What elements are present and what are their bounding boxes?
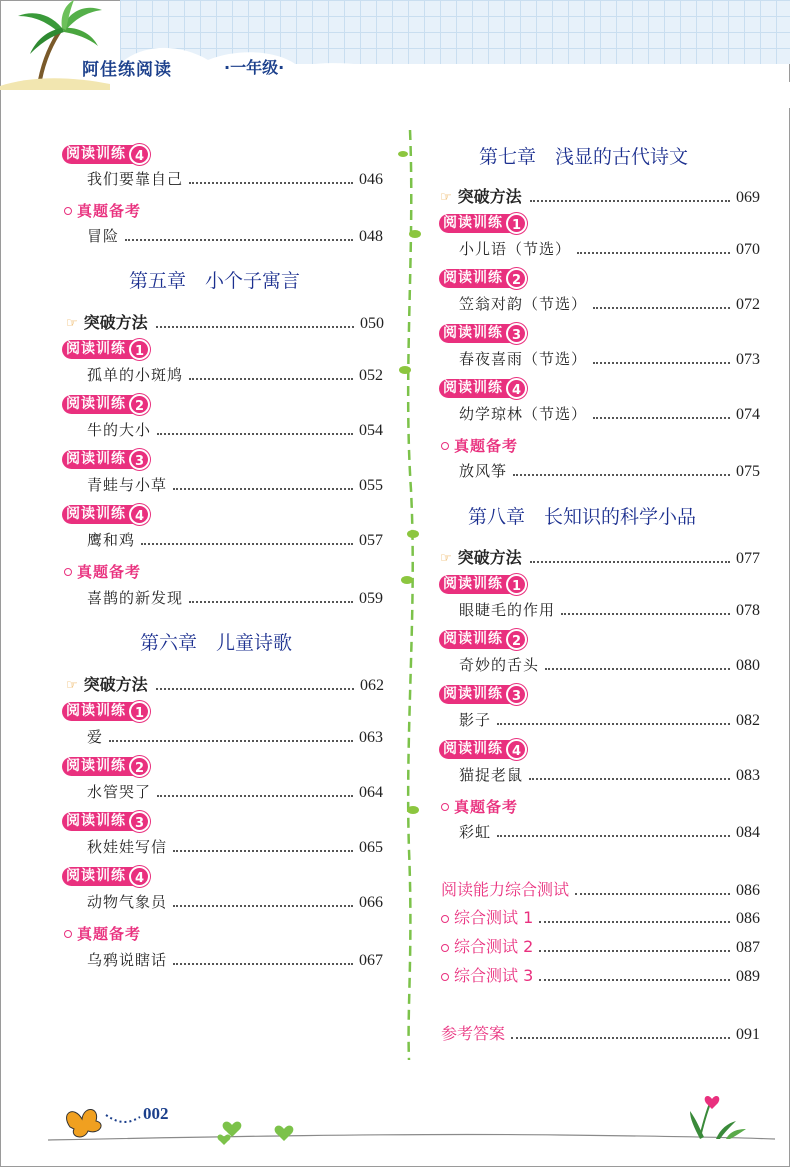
toc-entry[interactable]: 幼学琼林（节选） 074 [459, 405, 760, 423]
reading-training-badge: 阅读训练 4 [439, 379, 525, 398]
reading-training-badge: 阅读训练 3 [62, 812, 148, 831]
exam-prep-label: 真题备考 [64, 561, 141, 582]
hand-icon: ☞ [440, 190, 452, 205]
toc-entry[interactable]: 我们要靠自己 046 [87, 170, 383, 188]
test-entry[interactable]: 综合测试 3 089 [441, 963, 760, 986]
toc-entry[interactable]: 水管哭了 064 [87, 783, 383, 801]
hand-icon: ☞ [66, 316, 78, 331]
reading-training-badge: 阅读训练 4 [62, 145, 148, 164]
page-number: 002 [143, 1104, 169, 1123]
exam-prep-label: 真题备考 [441, 796, 518, 817]
toc-entry[interactable]: 爱 063 [87, 728, 383, 746]
toc-entry[interactable]: 彩虹 084 [459, 823, 760, 841]
toc-entry[interactable]: 鹰和鸡 057 [87, 531, 383, 549]
toc-entry[interactable]: 笠翁对韵（节选） 072 [459, 295, 760, 313]
test-entry[interactable]: 综合测试 2 087 [441, 934, 760, 957]
answers-entry[interactable]: 参考答案 091 [441, 1024, 760, 1043]
grade-label: ·一年级· [224, 58, 285, 77]
method-entry[interactable]: ☞ 突破方法 050 [66, 313, 384, 332]
hand-icon: ☞ [440, 551, 452, 566]
reading-training-badge: 阅读训练 2 [439, 630, 525, 649]
toc-entry[interactable]: 放风筝 075 [459, 462, 760, 480]
method-entry[interactable]: ☞ 突破方法 062 [66, 675, 384, 694]
hand-icon: ☞ [66, 678, 78, 693]
exam-prep-label: 真题备考 [441, 435, 518, 456]
toc-entry[interactable]: 小儿语（节选） 070 [459, 240, 760, 258]
reading-training-badge: 阅读训练 3 [62, 450, 148, 469]
toc-entry[interactable]: 秋娃娃写信 065 [87, 838, 383, 856]
toc-entry[interactable]: 牛的大小 054 [87, 421, 383, 439]
chapter-title: 第八章 长知识的科学小品 [468, 506, 697, 528]
toc-entry[interactable]: 冒险 048 [87, 227, 383, 245]
reading-training-badge: 阅读训练 1 [62, 340, 148, 359]
reading-training-badge: 阅读训练 2 [439, 269, 525, 288]
method-entry[interactable]: ☞ 突破方法 077 [440, 548, 760, 567]
toc-entry[interactable]: 奇妙的舌头 080 [459, 656, 760, 674]
comprehensive-test-entry[interactable]: 阅读能力综合测试 086 [441, 880, 760, 899]
reading-training-badge: 阅读训练 2 [62, 395, 148, 414]
reading-training-badge: 阅读训练 1 [439, 575, 525, 594]
toc-entry[interactable]: 喜鹊的新发现 059 [87, 589, 383, 607]
reading-training-badge: 阅读训练 4 [62, 867, 148, 886]
toc-entry[interactable]: 影子 082 [459, 711, 760, 729]
toc-entry[interactable]: 孤单的小斑鸠 052 [87, 366, 383, 384]
toc-entry[interactable]: 动物气象员 066 [87, 893, 383, 911]
exam-prep-label: 真题备考 [64, 200, 141, 221]
test-entry[interactable]: 综合测试 1 086 [441, 905, 760, 928]
reading-training-badge: 阅读训练 2 [62, 757, 148, 776]
reading-training-badge: 阅读训练 1 [439, 214, 525, 233]
reading-training-badge: 阅读训练 3 [439, 685, 525, 704]
reading-training-badge: 阅读训练 3 [439, 324, 525, 343]
toc-entry[interactable]: 眼睫毛的作用 078 [459, 601, 760, 619]
vine-divider [395, 130, 425, 1060]
toc-entry[interactable]: 春夜喜雨（节选） 073 [459, 350, 760, 368]
chapter-title: 第六章 儿童诗歌 [140, 632, 293, 654]
exam-prep-label: 真题备考 [64, 923, 141, 944]
reading-training-badge: 阅读训练 4 [62, 505, 148, 524]
reading-training-badge: 阅读训练 1 [62, 702, 148, 721]
toc-entry[interactable]: 青蛙与小草 055 [87, 476, 383, 494]
page-header [0, 0, 790, 110]
method-entry[interactable]: ☞ 突破方法 069 [440, 187, 760, 206]
reading-training-badge: 阅读训练 4 [439, 740, 525, 759]
toc-entry[interactable]: 乌鸦说瞎话 067 [87, 951, 383, 969]
book-title: 阿佳练阅读 [82, 60, 172, 80]
toc-entry[interactable]: 猫捉老鼠 083 [459, 766, 760, 784]
chapter-title: 第七章 浅显的古代诗文 [479, 146, 689, 168]
footer-decoration [0, 1085, 790, 1167]
chapter-title: 第五章 小个子寓言 [129, 270, 301, 292]
